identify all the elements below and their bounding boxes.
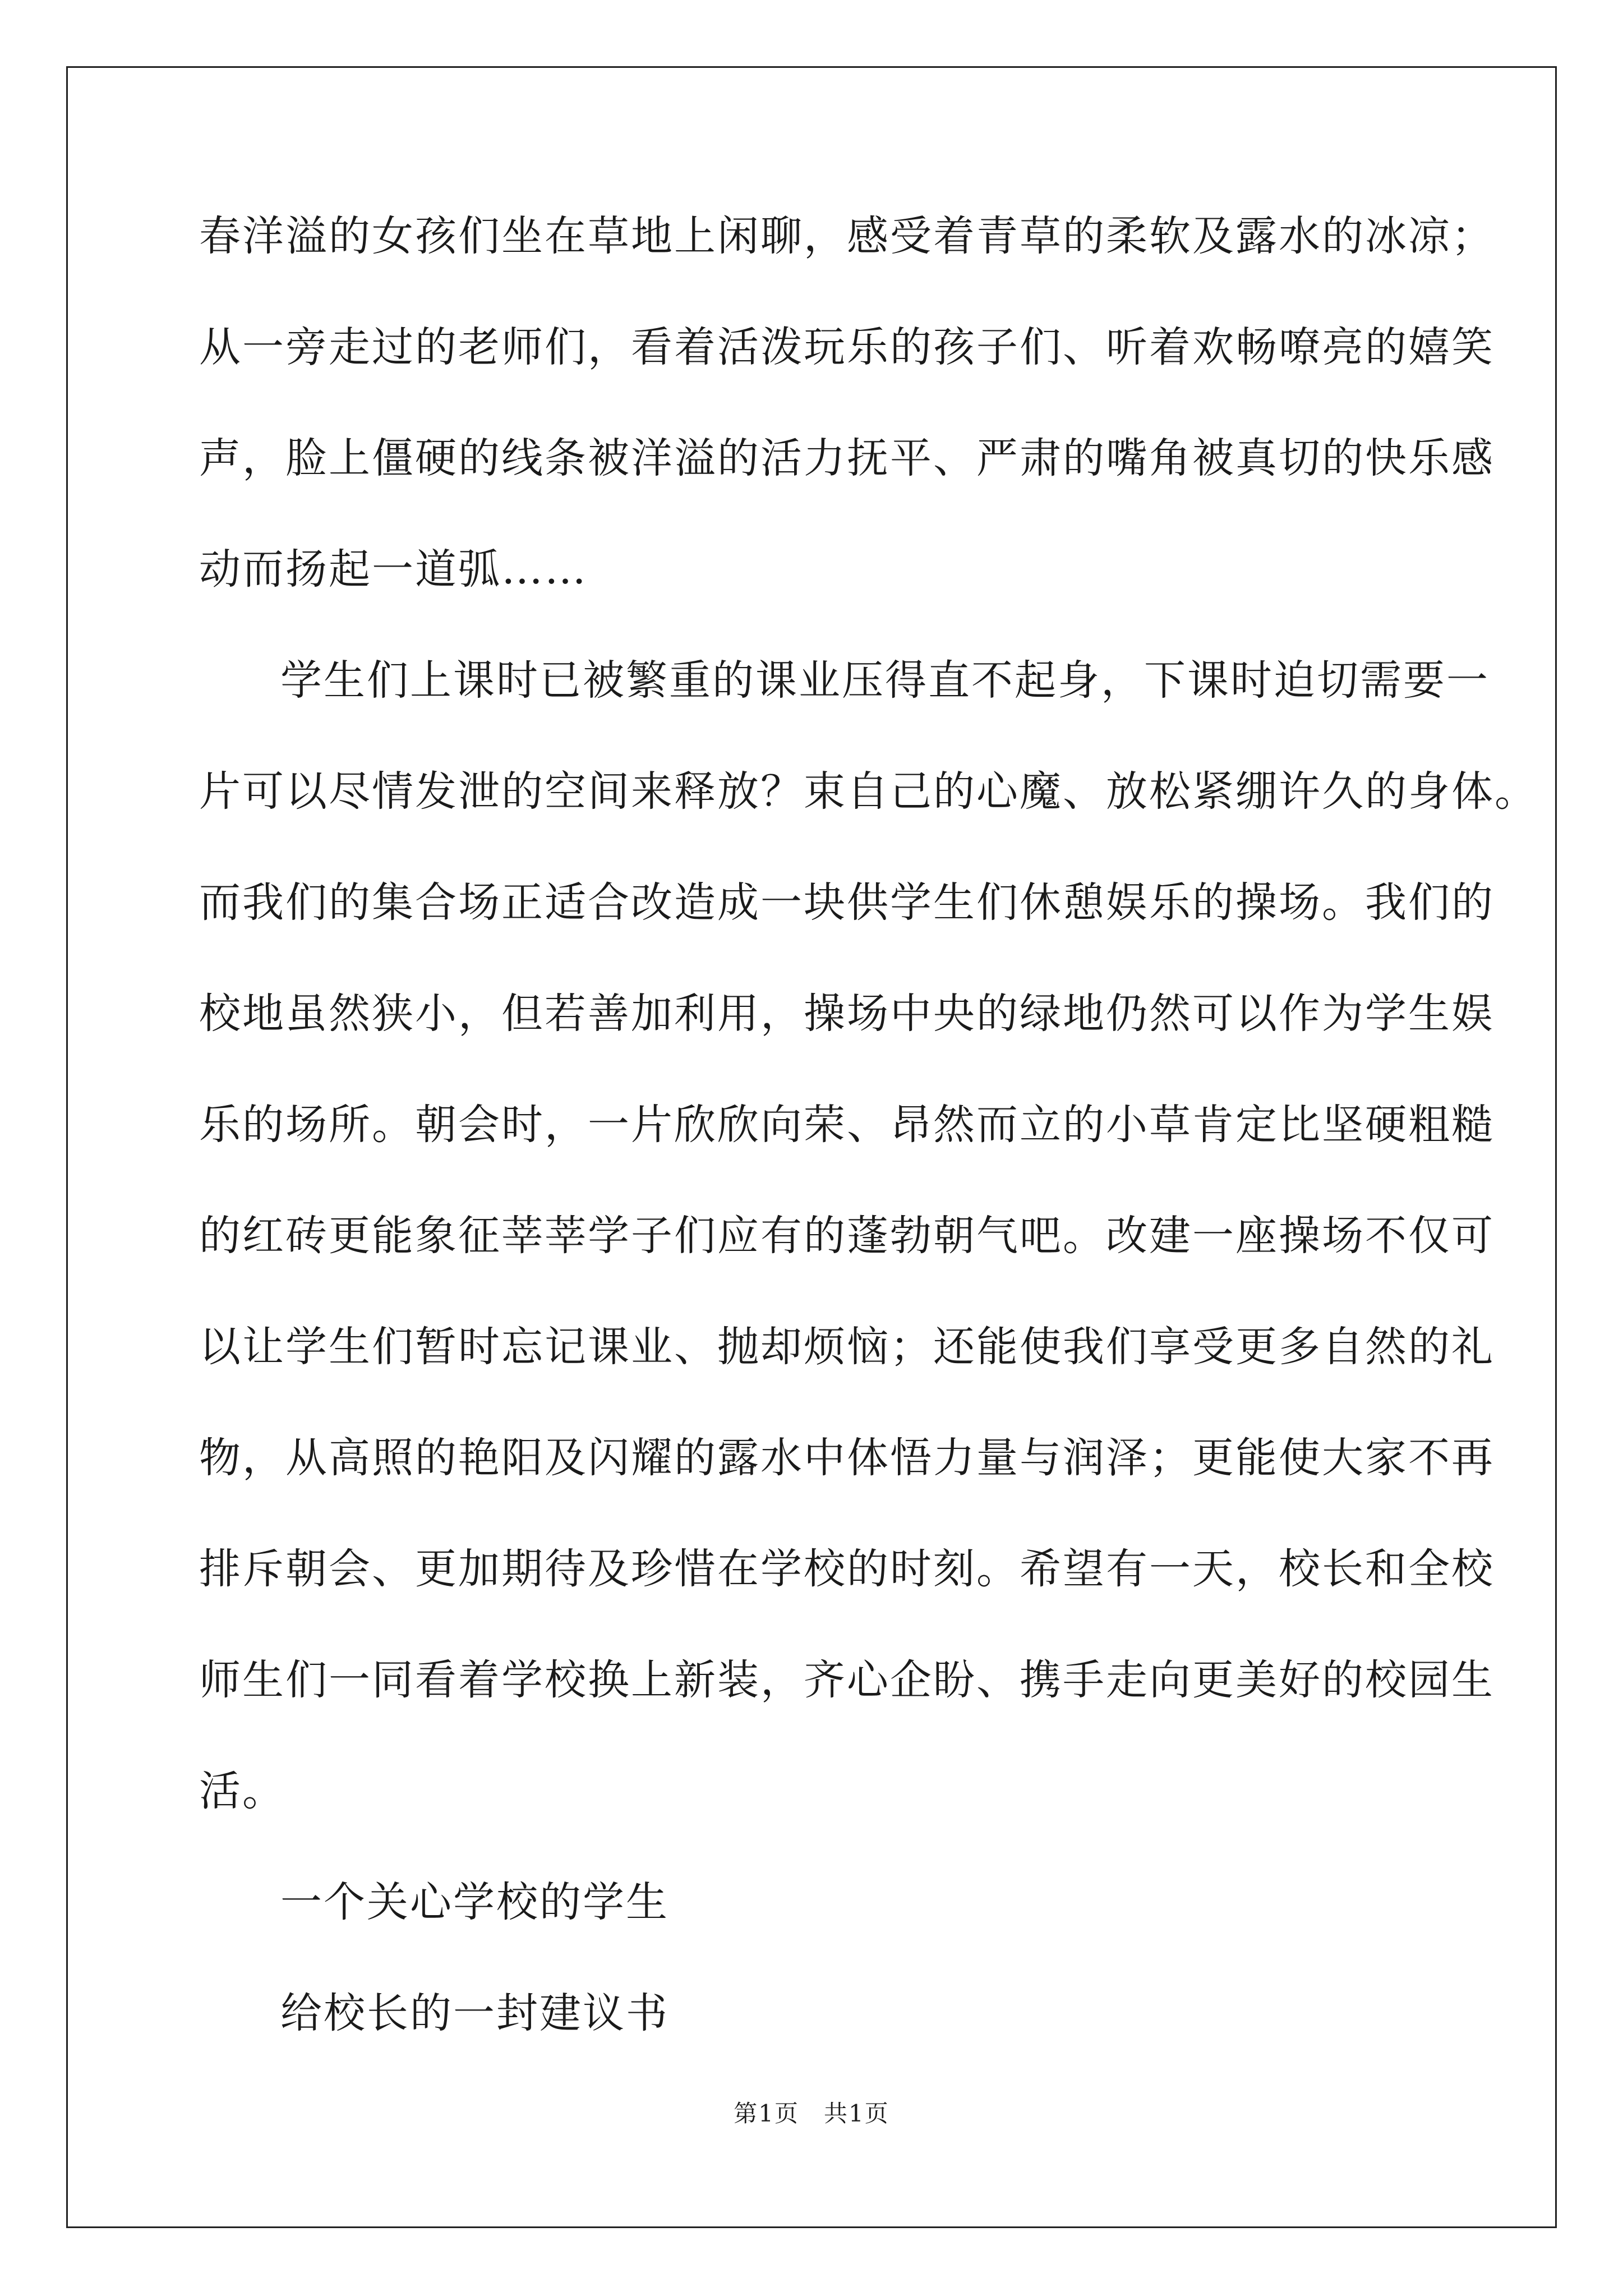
text-line: 排斥朝会、更加期待及珍惜在学校的时刻。希望有一天，校长和全校	[199, 1545, 1495, 1593]
document-title-line: 给校长的一封建议书	[280, 1989, 669, 2037]
signature-line: 一个关心学校的学生	[280, 1878, 669, 1926]
document-body	[199, 210, 1538, 2099]
text-line: 乐的场所。朝会时，一片欣欣向荣、昂然而立的小草肯定比坚硬粗糙	[199, 1101, 1495, 1149]
paragraph-start-line: 学生们上课时已被繁重的课业压得直不起身，下课时迫切需要一	[280, 656, 1490, 705]
text-line: 的红砖更能象征莘莘学子们应有的蓬勃朝气吧。改建一座操场不仅可	[199, 1212, 1495, 1260]
text-line: 以让学生们暂时忘记课业、抛却烦恼；还能使我们享受更多自然的礼	[199, 1323, 1495, 1371]
text-line: 师生们一同看着学校换上新装，齐心企盼、携手走向更美好的校园生	[199, 1656, 1495, 1704]
page-number-footer: 第1页 共1页	[734, 2100, 889, 2127]
text-line: 声，脸上僵硬的线条被洋溢的活力抚平、严肃的嘴角被真切的快乐感	[199, 434, 1495, 482]
text-line: 春洋溢的女孩们坐在草地上闲聊，感受着青草的柔软及露水的冰凉；	[199, 212, 1495, 260]
text-line: 动而扬起一道弧……	[199, 545, 588, 593]
text-line: 从一旁走过的老师们，看着活泼玩乐的孩子们、听着欢畅嘹亮的嬉笑	[199, 323, 1495, 371]
text-line: 活。	[199, 1767, 285, 1815]
text-line: 片可以尽情发泄的空间来释放？束自己的心魔、放松紧绷许久的身体。	[199, 767, 1538, 816]
text-line: 而我们的集合场正适合改造成一块供学生们休憩娱乐的操场。我们的	[199, 878, 1495, 927]
text-line: 校地虽然狭小，但若善加利用，操场中央的绿地仍然可以作为学生娱	[199, 990, 1495, 1038]
text-line: 物，从高照的艳阳及闪耀的露水中体悟力量与润泽；更能使大家不再	[199, 1434, 1495, 1482]
